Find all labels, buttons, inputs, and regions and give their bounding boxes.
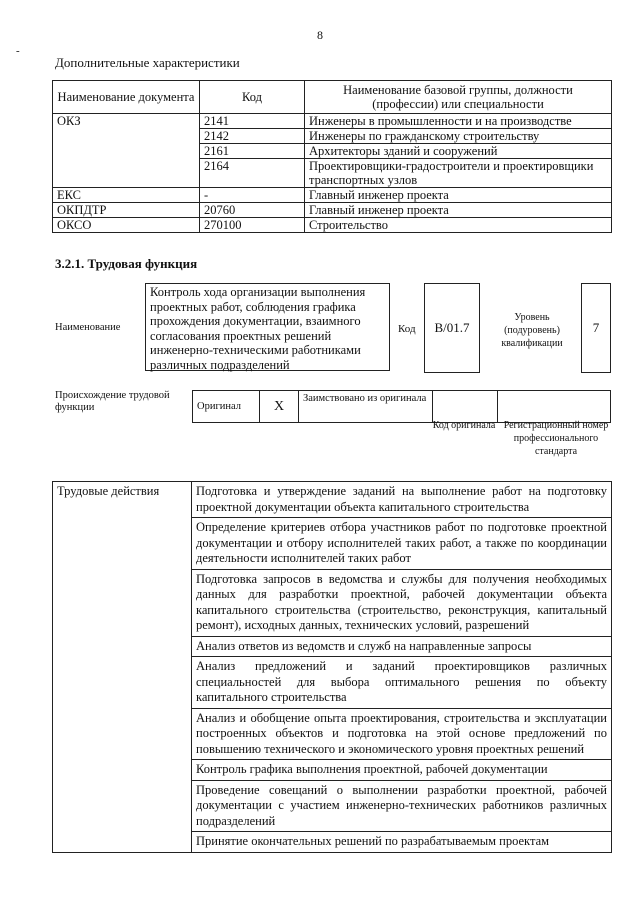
table-header-row <box>53 81 612 114</box>
origin-row <box>193 391 611 423</box>
reg-number-caption: Регистрационный номер профессионального стандарта <box>503 420 609 457</box>
labor-actions-table <box>52 481 612 853</box>
side-mark: - <box>16 45 20 57</box>
original-code-caption: Код оригинала <box>432 420 496 431</box>
action-item: Анализ и обобщение опыта проектирования, строительства и эксплуатации построенных объектов и подготовка на этой основе предложений по повышению технического и экономического уровня проектных решений <box>192 708 612 760</box>
action-item: Подготовка запросов в ведомства и службы для получения необходимых данных для разработки проектной, рабочей документации объекта капитального строительства (строительство, реконструкция, капитальный ремонт), исходных данных, технических условий, разрешений <box>192 569 612 636</box>
original-code-cell <box>433 391 498 423</box>
classification-table <box>52 80 612 233</box>
table-row <box>53 188 612 203</box>
table-row <box>53 218 612 233</box>
table-row <box>53 114 612 129</box>
cell-document: ОКЗ <box>53 114 200 188</box>
function-name-label: Наименование <box>55 322 121 333</box>
action-item: Принятие окончательных решений по разрабатываемым проектам <box>192 832 612 853</box>
action-item: Контроль графика выполнения проектной, рабочей документации <box>192 760 612 781</box>
labor-actions-label: Трудовые действия <box>53 482 192 853</box>
cell-code: - <box>200 188 305 203</box>
borrowed-label: Заимствовано из оригинала <box>299 391 433 423</box>
cell-name: Инженеры по гражданскому строительству <box>305 129 612 144</box>
header-document: Наименование документа <box>53 81 200 114</box>
action-item: Подготовка и утверждение заданий на выполнение работ на подготовку проектной документации объекта капитального строительства <box>192 482 612 518</box>
cell-name: Архитекторы зданий и сооружений <box>305 144 612 159</box>
function-code-label: Код <box>398 323 416 335</box>
cell-code: 2142 <box>200 129 305 144</box>
action-item: Проведение совещаний о выполнении разработки проектной, рабочей документации с участием инженерно-технических работников различных подразделений <box>192 780 612 832</box>
table-row <box>53 482 612 518</box>
function-name-box: Контроль хода организации выполнения проектных работ, соблюдения графика прохождения документации, взаимного согласования проектных решений инженерно-техническими работниками различных подразделений <box>145 283 390 371</box>
page-number: 8 <box>317 28 323 42</box>
cell-code: 20760 <box>200 203 305 218</box>
section-caption: Дополнительные характеристики <box>55 55 240 70</box>
cell-code: 2161 <box>200 144 305 159</box>
cell-name: Проектировщики-градостроители и проектировщики транспортных узлов <box>305 159 612 188</box>
header-name: Наименование базовой группы, должности (профессии) или специальности <box>305 81 612 114</box>
cell-name: Главный инженер проекта <box>305 203 612 218</box>
function-origin-label: Происхождение трудовой функции <box>55 390 170 413</box>
original-mark: X <box>260 391 299 423</box>
cell-document: ОКПДТР <box>53 203 200 218</box>
reg-number-cell <box>498 391 611 423</box>
header-code: Код <box>200 81 305 114</box>
qualification-level-box: 7 <box>581 283 611 373</box>
cell-code: 2141 <box>200 114 305 129</box>
cell-name: Главный инженер проекта <box>305 188 612 203</box>
function-heading: 3.2.1. Трудовая функция <box>55 256 198 271</box>
cell-name: Строительство <box>305 218 612 233</box>
action-item: Определение критериев отбора участников работ по подготовке проектной документации и отбору исполнителей таких работ, а также по координации деятельности исполнителей таких работ <box>192 518 612 570</box>
qualification-level-label: Уровень (подуровень) квалификации <box>501 312 563 349</box>
cell-document: ОКСО <box>53 218 200 233</box>
action-item: Анализ ответов из ведомств и служб на направленные запросы <box>192 636 612 657</box>
original-label: Оригинал <box>193 391 260 423</box>
table-row <box>53 203 612 218</box>
function-code-box: В/01.7 <box>424 283 480 373</box>
cell-name: Инженеры в промышленности и на производстве <box>305 114 612 129</box>
action-item: Анализ предложений и заданий проектировщиков различных специальностей для выбора оптимального решения по объекту капитального строительства <box>192 657 612 709</box>
cell-document: ЕКС <box>53 188 200 203</box>
cell-code: 2164 <box>200 159 305 188</box>
cell-code: 270100 <box>200 218 305 233</box>
